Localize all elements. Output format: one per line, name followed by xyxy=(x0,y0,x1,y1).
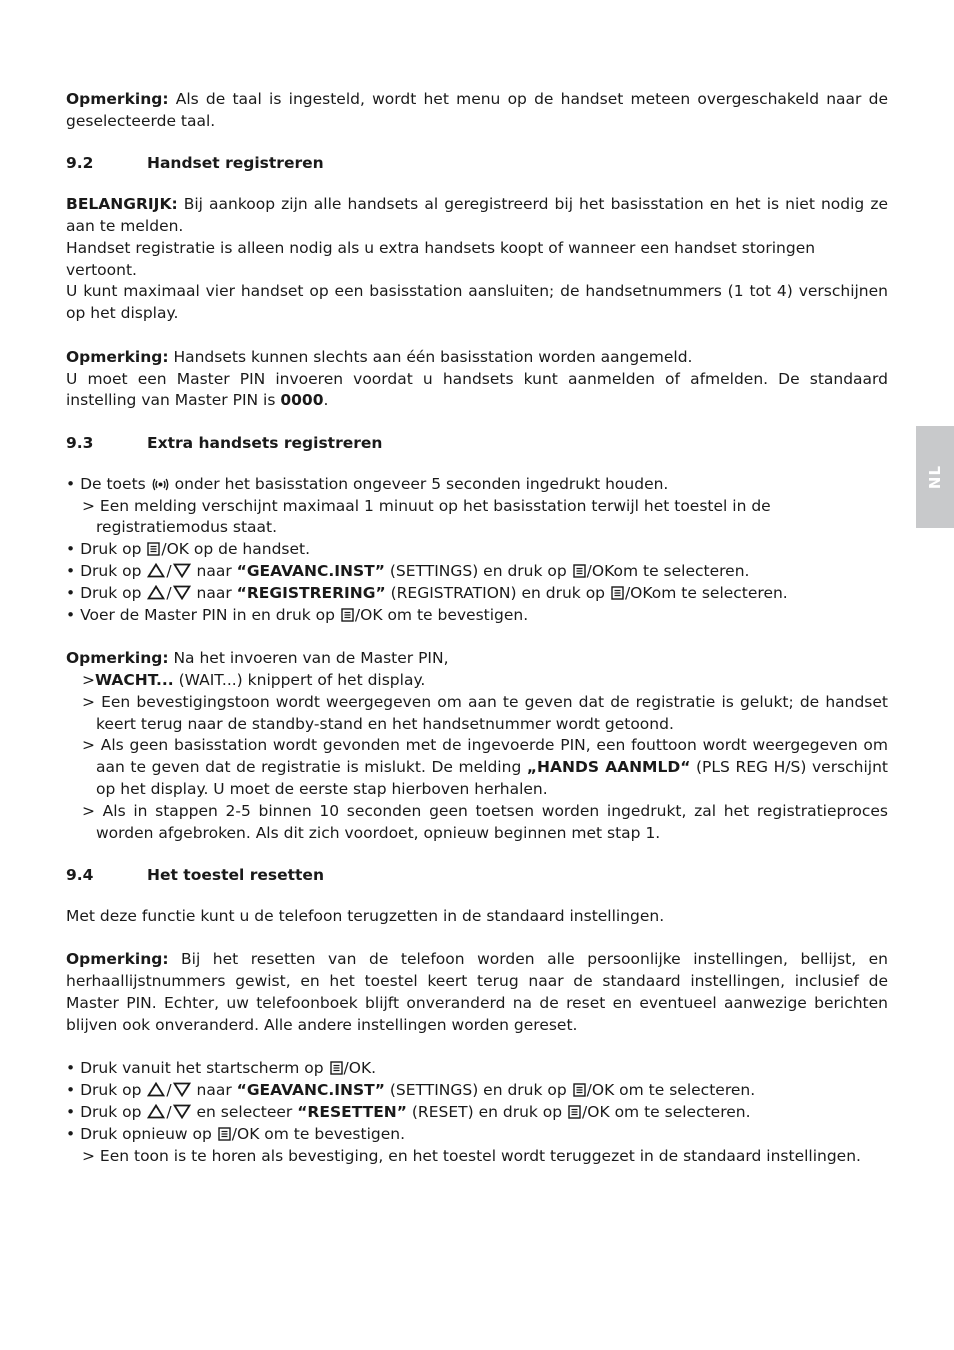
menu-name: “GEAVANC.INST” xyxy=(236,1081,385,1100)
text: • Druk vanuit het startscherm op xyxy=(66,1059,329,1078)
menu-name: “REGISTRERING” xyxy=(236,583,386,602)
menu-icon xyxy=(611,586,624,600)
text: om te selecteren. xyxy=(614,1081,756,1100)
paragraph: U kunt maximaal vier handset op een basisstation aansluiten; de handsetnummers (1 tot 4) verschijnen op het display. xyxy=(66,282,888,323)
pin-paragraph xyxy=(66,369,888,413)
important-label: BELANGRIJK: xyxy=(66,195,178,214)
text: (PLS REG H/S) verschijnt op het display. U moet de eerste stap hierboven herhalen. xyxy=(96,758,888,798)
note-paragraph xyxy=(66,648,888,670)
text: • Druk op xyxy=(66,561,147,580)
text: om te selecteren. xyxy=(651,583,788,602)
text: (RESET) en druk op xyxy=(406,1103,568,1122)
text: naar xyxy=(191,583,237,602)
text: op de handset. xyxy=(188,540,311,559)
text: • Druk op xyxy=(66,1081,147,1100)
note-text: Handsets kunnen slechts aan één basisstation worden aangemeld. xyxy=(168,347,693,366)
text: • Druk op xyxy=(66,540,147,559)
down-arrow-icon xyxy=(173,563,191,578)
down-arrow-icon xyxy=(173,1082,191,1097)
text: om te bevestigen. xyxy=(259,1124,406,1143)
text: naar xyxy=(191,561,237,580)
text: en selecteer xyxy=(191,1103,298,1122)
menu-name: “RESETTEN” xyxy=(297,1103,407,1122)
ok-label: /OK xyxy=(161,540,189,559)
list-item xyxy=(66,605,888,627)
list-item xyxy=(66,474,888,496)
list-item: • Druk op / naar “GEAVANC.INST” (SETTINGS) en druk op /OK om te selecteren. xyxy=(66,1081,756,1100)
menu-icon xyxy=(568,1105,581,1119)
ok-label: /OK xyxy=(586,1081,615,1100)
ok-label: /OK xyxy=(582,1103,610,1122)
important-paragraph xyxy=(66,194,888,238)
text: • De toets xyxy=(66,474,151,493)
pin-text: U moet een Master PIN invoeren voordat u handsets kunt aanmelden of afmelden. De standaard instelling van Master PIN is xyxy=(66,369,888,410)
note-label: Opmerking: xyxy=(66,90,169,108)
text: • Druk op xyxy=(66,583,147,602)
list-subitem: > Een bevestigingstoon wordt weergegeven om aan te geven dat de registratie is gelukt; de handset keert terug naar de standby-stand en het handsetnummer wordt getoond. xyxy=(82,692,888,733)
list-subitem xyxy=(66,735,888,800)
note-text: Na het invoeren van de Master PIN, xyxy=(168,649,449,668)
note-label: Opmerking: xyxy=(66,347,169,366)
pin-text-end: . xyxy=(323,391,329,410)
down-arrow-icon xyxy=(173,585,191,600)
ok-label: /OK xyxy=(586,561,614,580)
text: • Druk op xyxy=(66,1103,147,1122)
text: . xyxy=(371,1059,377,1078)
list-subitem: > Een toon is te horen als bevestiging, en het toestel wordt teruggezet in de standaard instellingen. xyxy=(82,1146,861,1165)
section-title: Het toestel resetten xyxy=(147,866,324,885)
section-title: Extra handsets registreren xyxy=(147,433,383,452)
text: om te selecteren. xyxy=(609,1103,751,1122)
ok-label: /OK xyxy=(354,605,383,624)
list-subitem: > Als in stappen 2-5 binnen 10 seconden geen toetsen worden ingedrukt, zal het registratieproces worden afgebroken. Als dit zich voordoet, opnieuw beginnen met stap 1. xyxy=(82,801,888,842)
section-title: Handset registreren xyxy=(147,154,324,173)
section-heading-9-2 xyxy=(66,154,888,172)
up-arrow-icon xyxy=(147,1082,165,1097)
note-label: Opmerking: xyxy=(66,649,169,668)
menu-icon xyxy=(330,1061,343,1075)
menu-icon xyxy=(573,1083,586,1097)
text: (SETTINGS) en druk op xyxy=(384,1081,572,1100)
paging-icon xyxy=(152,478,169,491)
up-arrow-icon xyxy=(147,585,165,600)
manual-page xyxy=(66,89,888,1167)
up-arrow-icon xyxy=(147,563,165,578)
display-message: „HANDS AANMLD“ xyxy=(526,758,691,777)
section-heading-9-4 xyxy=(66,866,888,884)
menu-icon xyxy=(341,608,354,622)
list-item: • Druk op / en selecteer “RESETTEN” (RESET) en druk op /OK om te selecteren. xyxy=(66,1103,751,1122)
note-label: Opmerking: xyxy=(66,950,169,969)
list-subitem xyxy=(66,670,888,692)
down-arrow-icon xyxy=(173,1104,191,1119)
note-text: Bij het resetten van de telefoon worden alle persoonlijke instellingen, bellijst, en herhaallijstnummers gewist, en het toestel keert terug naar de standaard instellingen, inclusief de Master PIN. Echter, uw telefoonboek blijft onveranderd na de reset en eventueel aanwezige berichten blijven ook onveranderd. Alle andere instellingen worden gereset. xyxy=(66,950,888,1034)
text: > Als geen basisstation wordt gevonden met de ingevoerde PIN, een fouttoon wordt weergegeven om aan te geven dat de registratie is mislukt. De melding xyxy=(82,736,888,777)
text: (WAIT...) knippert of het display. xyxy=(173,670,426,689)
note-paragraph xyxy=(66,949,888,1036)
text: onder het basisstation ongeveer 5 seconden ingedrukt houden. xyxy=(169,474,669,493)
list-item xyxy=(66,539,888,561)
text: > xyxy=(82,670,95,689)
list-item xyxy=(66,1124,888,1146)
text: om te selecteren. xyxy=(613,561,750,580)
list-item: • Druk op / naar “REGISTRERING” (REGISTRATION) en druk op /OKom te selecteren. xyxy=(66,583,788,602)
text: (SETTINGS) en druk op xyxy=(384,561,572,580)
display-message: WACHT... xyxy=(95,670,174,689)
paragraph: Met deze functie kunt u de telefoon terugzetten in de standaard instellingen. xyxy=(66,906,665,925)
list-item xyxy=(66,1058,888,1080)
text: om te bevestigen. xyxy=(382,605,529,624)
section-number: 9.4 xyxy=(66,866,94,885)
language-tab xyxy=(916,426,954,528)
section-heading-9-3 xyxy=(66,434,888,452)
menu-icon xyxy=(147,542,160,556)
list-subitem: > Een melding verschijnt maximaal 1 minuut op het basisstation terwijl het toestel in de registratiemodus staat. xyxy=(82,496,771,537)
text: (REGISTRATION) en druk op xyxy=(385,583,610,602)
section-number: 9.3 xyxy=(66,433,94,452)
up-arrow-icon xyxy=(147,1104,165,1119)
pin-value: 0000 xyxy=(280,391,324,410)
language-note xyxy=(66,89,888,133)
text: • Druk opnieuw op xyxy=(66,1124,217,1143)
ok-label: /OK xyxy=(624,583,652,602)
menu-name: “GEAVANC.INST” xyxy=(236,561,385,580)
menu-icon xyxy=(218,1127,231,1141)
text: naar xyxy=(191,1081,237,1100)
text: • Voer de Master PIN in en druk op xyxy=(66,605,340,624)
paragraph: Handset registratie is alleen nodig als u extra handsets koopt of wanneer een handset storingen vertoont. xyxy=(66,238,816,279)
note-paragraph xyxy=(66,347,888,369)
ok-label: /OK xyxy=(343,1059,372,1078)
menu-icon xyxy=(573,564,586,578)
list-item: • Druk op / naar “GEAVANC.INST” (SETTINGS) en druk op /OKom te selecteren. xyxy=(66,561,750,580)
section-number: 9.2 xyxy=(66,154,94,173)
ok-label: /OK xyxy=(231,1124,260,1143)
language-tab-label: NL xyxy=(926,464,944,490)
important-text: Bij aankoop zijn alle handsets al geregistreerd bij het basisstation en het is niet nodig ze aan te melden. xyxy=(66,195,888,235)
note-text: Als de taal is ingesteld, wordt het menu op de handset meteen overgeschakeld naar de geselecteerde taal. xyxy=(66,90,888,130)
